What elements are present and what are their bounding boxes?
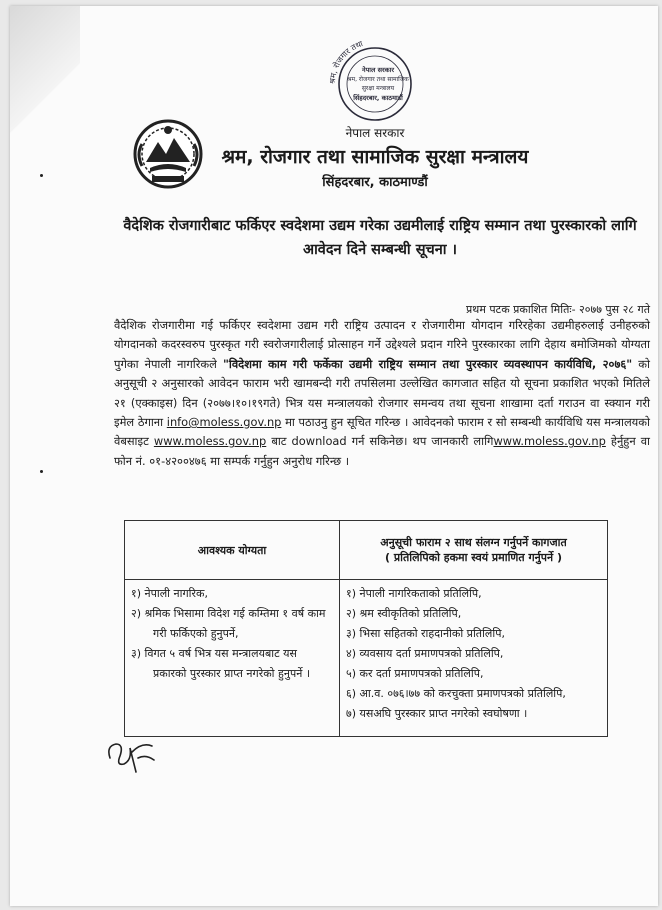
body-text-3: मा पठाउनु हुन सूचित गरिन्छ । आवेदनको फाराम र सो सम्बन्धी कार्यविधि यस मन्त्रालयको वेबसाइट bbox=[114, 415, 650, 449]
notice-title-line2: आवेदन दिने सम्बन्धी सूचना । bbox=[302, 242, 458, 258]
list-item: ४) व्यवसाय दर्ता प्रमाणपत्रको प्रतिलिपि, bbox=[346, 647, 504, 660]
page-fold-shadow bbox=[10, 6, 80, 146]
list-item: ३) विगत ५ वर्ष भित्र यस मन्त्रालयबाट यस प्रकारको पुरस्कार प्राप्त नगरेको हुनुपर्ने । bbox=[131, 647, 310, 680]
svg-text:श्रम, रोजगार तथा सामाजिक: श्रम, रोजगार तथा सामाजिक bbox=[347, 76, 409, 83]
list-item: ५) कर दर्ता प्रमाणपत्रको प्रतिलिपि, bbox=[346, 667, 484, 680]
table-header-row bbox=[125, 521, 608, 580]
body-text-5: हेर्नुहुन वा फोन नं. ०१-४२००४७६ मा सम्पर्क गर्नुहुन अनुरोध गरिन्छ । bbox=[114, 434, 650, 468]
documents-header-line2: ( प्रतिलिपिको हकमा स्वयं प्रमाणित गर्नुपर्ने ) bbox=[384, 551, 562, 564]
procedure-name: "विदेशमा काम गरी फर्केका उद्यमी राष्ट्रिय सम्मान तथा पुरस्कार व्यवस्थापन कार्यविधि, २०७६" bbox=[222, 356, 633, 371]
email-address: info@moless.gov.np bbox=[166, 415, 282, 430]
notice-title bbox=[110, 214, 650, 262]
published-date: प्रथम पटक प्रकाशित मितिः- २०७७ पुस २८ गते bbox=[466, 303, 650, 316]
requirements-table bbox=[124, 520, 608, 737]
svg-text:सुरक्षा मन्त्रालय: सुरक्षा मन्त्रालय bbox=[361, 85, 395, 92]
qualifications-cell bbox=[125, 580, 340, 737]
documents-header bbox=[340, 521, 608, 580]
government-name: नेपाल सरकार bbox=[345, 126, 405, 140]
svg-text:नेपाल सरकार: नेपाल सरकार bbox=[361, 66, 395, 74]
list-item: ३) भिसा सहितको राहदानीको प्रतिलिपि, bbox=[346, 627, 505, 640]
document-page bbox=[10, 6, 658, 906]
website-link-1: www.moless.gov.np bbox=[153, 434, 267, 449]
list-item: १) नेपाली नागरिक, bbox=[131, 587, 208, 600]
list-item: ६) आ.व. ०७६।७७ को करचुक्ता प्रमाणपत्रको प्रतिलिपि, bbox=[346, 687, 566, 700]
qualification-header: आवश्यक योग्यता bbox=[125, 521, 340, 580]
svg-text:सिंहदरबार, काठमाडौं: सिंहदरबार, काठमाडौं bbox=[353, 94, 403, 102]
list-item: ७) यसअघि पुरस्कार प्राप्त नगरेको स्वघोषणा । bbox=[346, 707, 528, 720]
list-item: १) नेपाली नागरिकताको प्रतिलिपि, bbox=[346, 587, 482, 600]
notice-body bbox=[114, 316, 650, 471]
body-text-4: बाट download गर्न सकिनेछ। थप जानकारी लागि bbox=[266, 434, 494, 449]
svg-text:श्रम, रोजगार तथा: श्रम, रोजगार तथा bbox=[327, 39, 365, 85]
documents-header-line1: अनुसूची फाराम २ साथ संलग्न गर्नुपर्ने कागजात bbox=[380, 536, 567, 549]
documents-cell bbox=[340, 580, 608, 737]
website-link-2: www.moless.gov.np bbox=[493, 434, 606, 449]
body-text-1: वैदेशिक रोजगारीमा गई फर्किएर स्वदेशमा उद्यम गरी राष्ट्रिय उत्पादन र रोजगारीमा योगदान गरिरहेका उद्यमीहरुलाई उनीहरुको योगदानको कदरस्वरुप पुरस्कृत गरी स्वरोजगारीलाई प्रोत्साहन गर्ने उद्देश्यले प्रदान गरिने पुरस्कारका लागि देहाय बमोजिमको योग्यता पुगेका नेपाली नागरिकले bbox=[114, 318, 650, 371]
ministry-address: सिंहदरबार, काठमाण्डौं bbox=[322, 175, 428, 190]
scan-dot bbox=[40, 470, 43, 473]
scan-dot bbox=[40, 174, 43, 177]
list-item: २) श्रम स्वीकृतिको प्रतिलिपि, bbox=[346, 607, 462, 620]
table-row bbox=[125, 580, 608, 737]
handwritten-signature bbox=[102, 728, 162, 783]
ministry-name: श्रम, रोजगार तथा सामाजिक सुरक्षा मन्त्रालय bbox=[221, 146, 529, 168]
office-stamp-seal bbox=[310, 22, 440, 122]
notice-title-line1: वैदेशिक रोजगारीबाट फर्किएर स्वदेशमा उद्यम गरेका उद्यमीलाई राष्ट्रिय सम्मान तथा पुरस्कारको लागि bbox=[123, 218, 637, 234]
list-item: २) श्रमिक भिसामा विदेश गई कम्तिमा १ वर्ष काम गरी फर्किएको हुनुपर्ने, bbox=[131, 607, 326, 640]
nepal-emblem-icon bbox=[128, 114, 208, 194]
letterhead bbox=[210, 124, 540, 190]
body-text-2: को अनुसूची २ अनुसारको आवेदन फाराम भरी खामबन्दी गरी तपसिलमा उल्लेखित कागजात सहित यो सूचना प्रकाशित भएको मितिले २१ (एक्काइस) दिन (२०७७।१०।१९गते) भित्र यस मन्त्रालयको रोजगार समन्वय तथा सूचना शाखामा दर्ता गराउन वा स्क्यान गरी इमेल ठेगाना bbox=[114, 356, 651, 430]
